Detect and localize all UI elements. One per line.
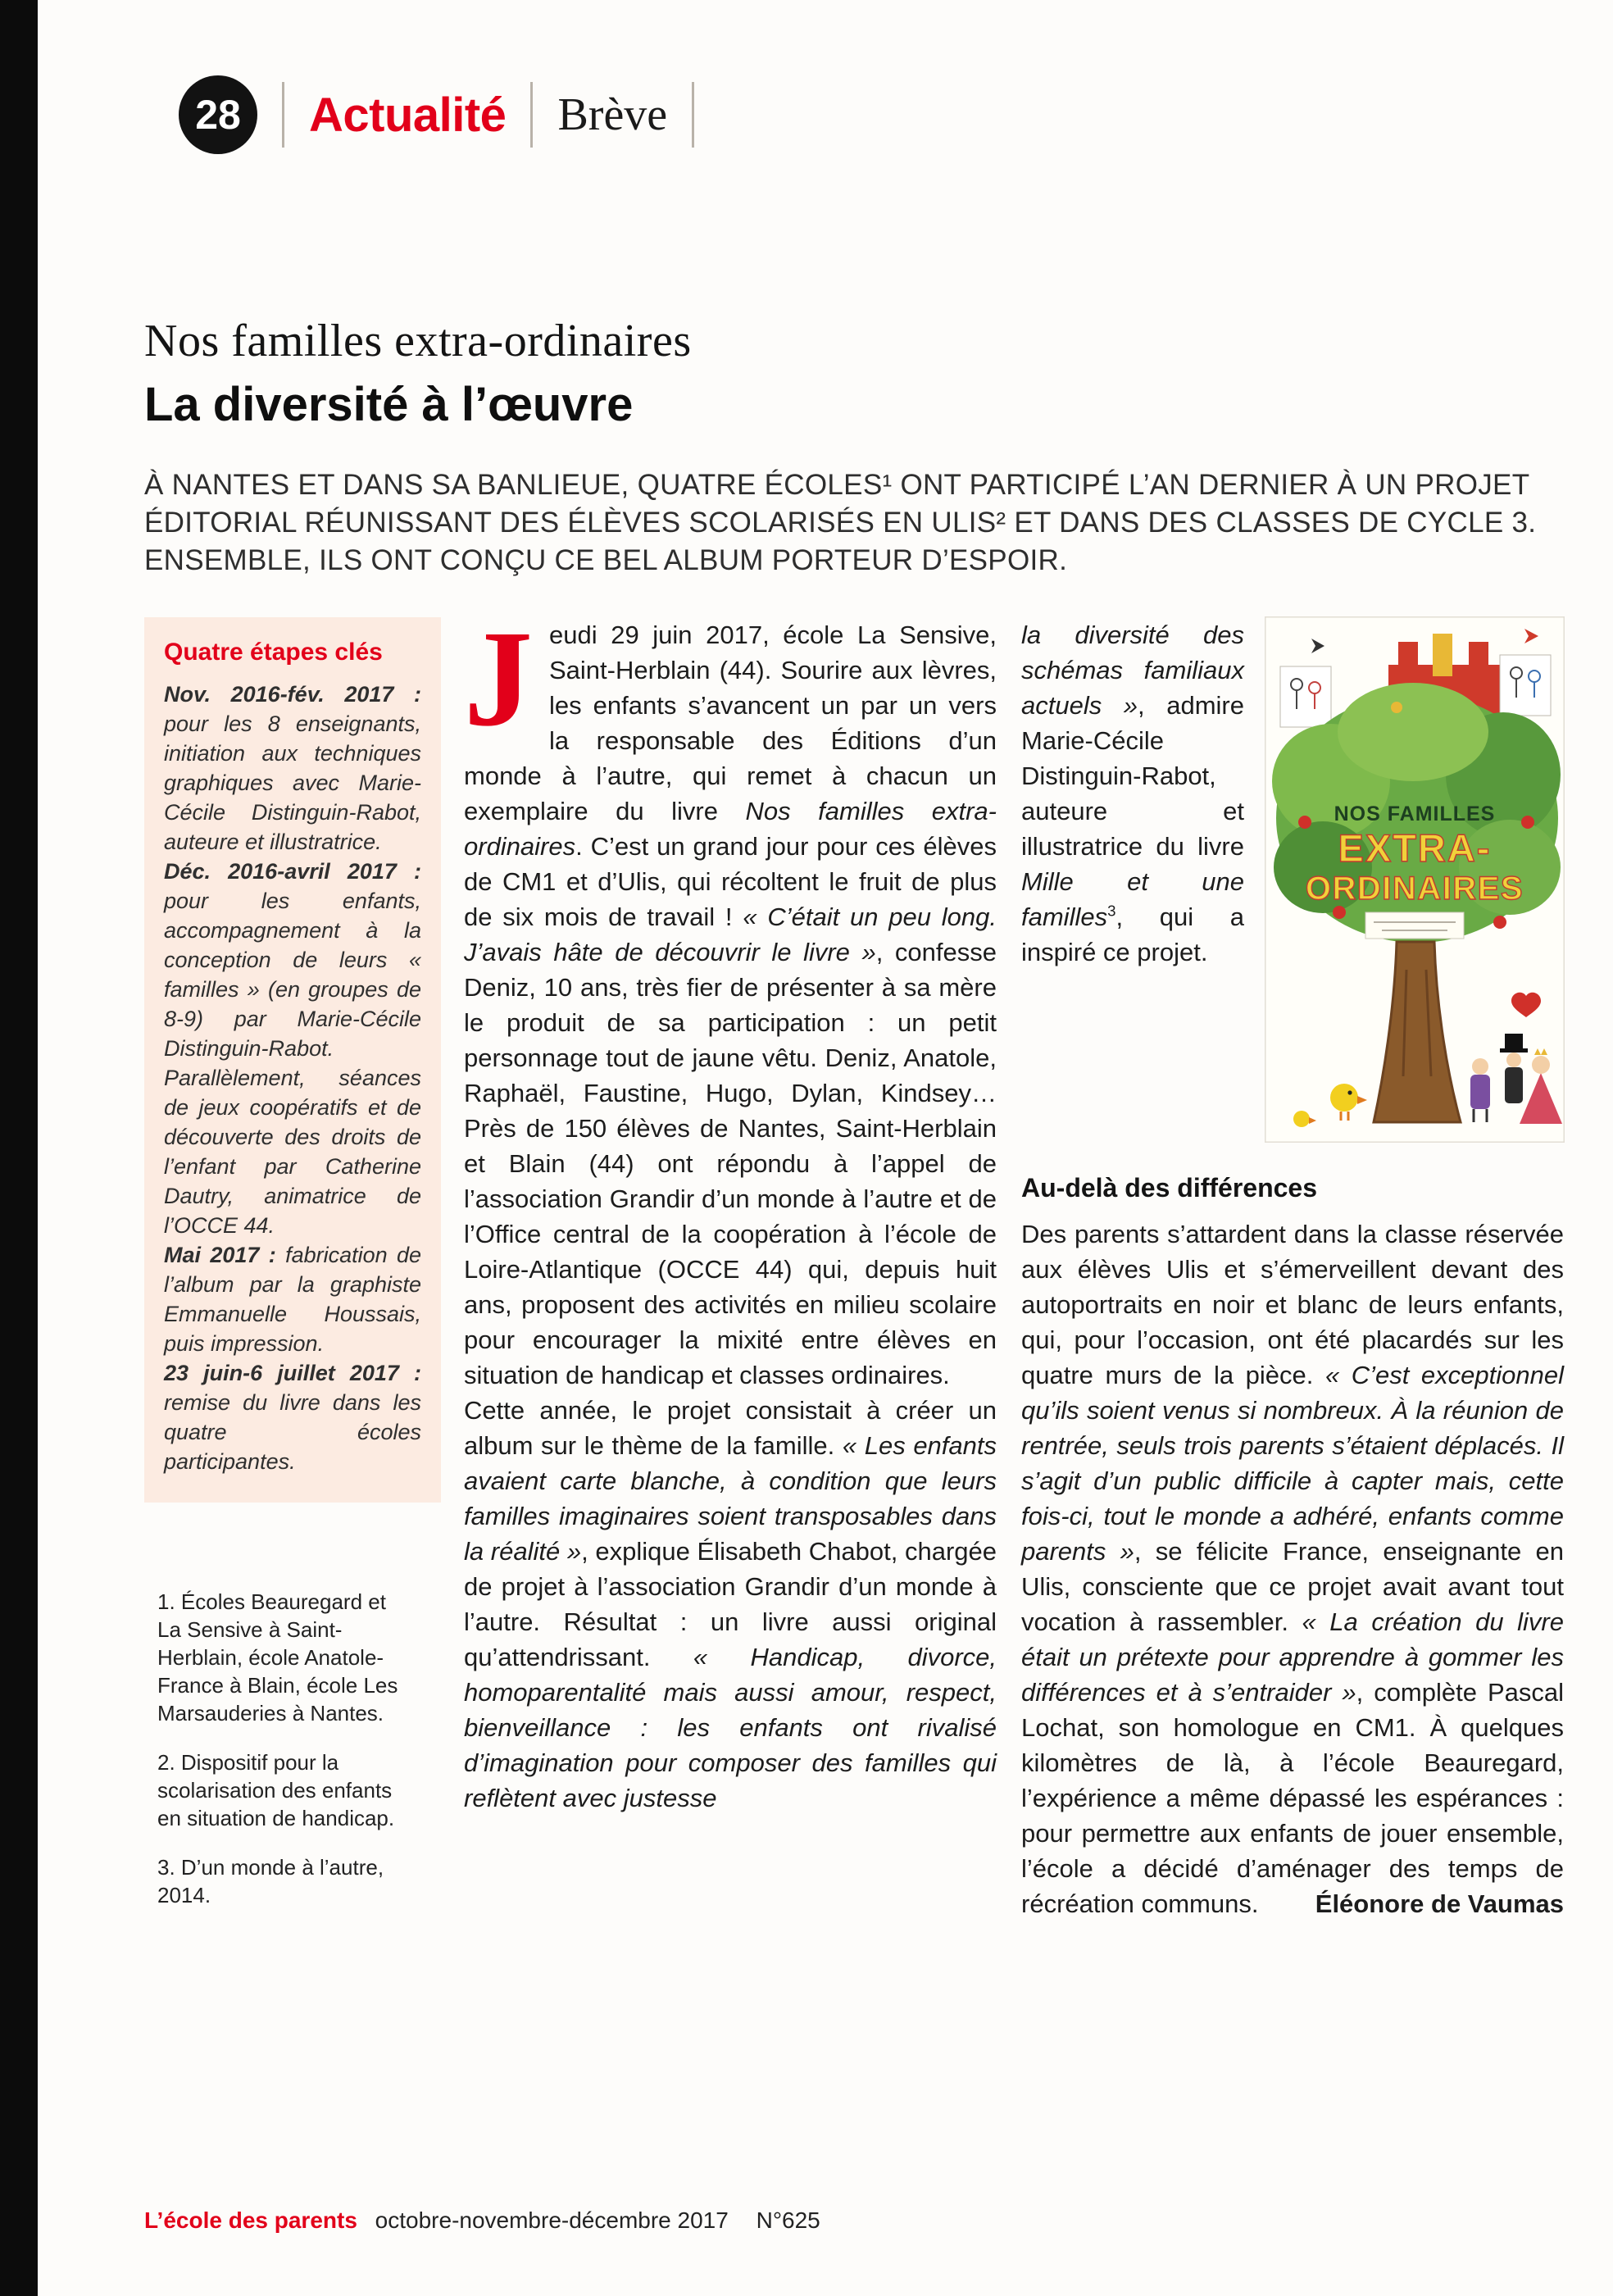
key-step	[164, 680, 421, 857]
article-title: La diversité à l’œuvre	[144, 378, 634, 431]
section-label: Actualité	[309, 88, 507, 142]
left-column	[144, 617, 441, 1930]
cover-title-line2: EXTRA-	[1338, 826, 1492, 870]
article-standfirst: À NANTES ET DANS SA BANLIEUE, QUATRE ÉCOLES¹ ONT PARTICIPÉ L’AN DERNIER À UN PROJET ÉDITORIAL RÉUNISSANT DES ÉLÈVES SCOLARISÉS EN ULIS² ET DANS DES CLASSES DE CYCLE 3. ENSEMBLE, ILS ONT CONÇU CE BEL ALBUM PORTEUR D’ESPOIR.	[144, 469, 1537, 576]
footnote-3: 3. D’un monde à l’autre, 2014.	[157, 1855, 384, 1907]
cover-title	[1306, 802, 1524, 907]
cover-credit-label	[1365, 912, 1464, 939]
book-cover-illustration	[1265, 617, 1564, 1142]
main-column	[464, 602, 997, 1930]
right-column-top	[1021, 617, 1564, 1142]
book-cover	[1265, 617, 1564, 1142]
key-step-text: remise du livre dans les quatre écoles participantes.	[164, 1390, 421, 1474]
cover-title-line1: NOS FAMILLES	[1334, 802, 1496, 825]
key-steps-title: Quatre étapes clés	[164, 639, 383, 666]
subhead: Au-delà des différences	[1021, 1173, 1317, 1203]
page-footer	[144, 2207, 820, 2234]
child-drawing-left	[1280, 666, 1331, 727]
page-header	[179, 72, 1564, 157]
footnotes	[157, 1588, 405, 1909]
body-paragraph-2: Cette année, le projet consistait à créer un album sur le thème de la famille. « Les enfants avaient carte blanche, à condition que leurs familles imaginaires soient transposables dans la réalité », explique Élisabeth Chabot, chargée de projet à l’association Grandir d’un monde à l’autre. Résultat : un livre aussi original qu’attendrissant. « Handicap, divorce, homoparentalité mais aussi amour, respect, bienveillance : les enfants ont rivalisé d’imagination pour composer des familles qui reflètent avec justesse	[464, 1396, 997, 1812]
magazine-name: L’école des parents	[144, 2207, 357, 2233]
right-column	[1021, 617, 1564, 1930]
key-step-date: Mai 2017 :	[164, 1243, 276, 1267]
dropcap: J	[464, 602, 533, 755]
issue-number: N°625	[756, 2207, 820, 2233]
footnote-1: 1. Écoles Beauregard et La Sensive à Saint-Herblain, école Anatole-France à Blain, école Les Marsauderies à Nantes.	[157, 1589, 398, 1725]
header-divider	[282, 82, 284, 148]
key-step	[164, 857, 421, 1240]
scan-edge	[0, 0, 38, 2296]
child-drawing-right	[1500, 655, 1551, 716]
key-step-text: pour les 8 enseignants, initiation aux techniques graphiques avec Marie-Cécile Distinguin-Rabot, auteure et illustratrice.	[164, 712, 421, 854]
article-surtitle: Nos familles extra-ordinaires	[144, 316, 692, 366]
key-step-text: fabrication de l’album par la graphiste Emmanuelle Houssais, puis impression.	[164, 1243, 421, 1356]
article-body	[144, 602, 1565, 1930]
page-number: 28	[195, 92, 241, 138]
key-steps-box	[144, 617, 441, 1503]
header-divider	[530, 82, 533, 148]
cover-title-line3: ORDINAIRES	[1305, 871, 1524, 907]
body-paragraph-3: la diversité des schémas familiaux actuels », admire Marie-Cécile Distinguin-Rabot, auteure et illustratrice du livre Mille et une familles$^3$, qui a inspiré ce projet.	[1021, 621, 1244, 966]
page-number-badge	[179, 75, 257, 154]
paragraph-text: eudi 29 juin 2017, école La Sensive, Saint-Herblain (44). Sourire aux lèvres, les enfants s’avancent un par un vers la responsable des Éditions d’un monde à l’autre, qui remet à chacun un exemplaire du livre Nos familles extra-ordinaires. C’est un grand jour pour ces élèves de CM1 et d’Ulis, qui récoltent le fruit de plus de six mois de travail ! « C’était un peu long. J’avais hâte de découvrir le livre », confesse Deniz, 10 ans, très fier de présenter à sa mère le produit de sa participation : un petit personnage tout de jaune vêtu. Deniz, Anatole, Raphaël, Faustine, Hugo, Dylan, Kindsey… Près de 150 élèves de Nantes, Saint-Herblain et Blain (44) ont répondu à l’appel de l’association Grandir d’un monde à l’autre et de l’Office central de la coopération à l’école de Loire-Atlantique (OCCE 44) qui, depuis huit ans, proposent des activités en milieu scolaire pour encourager la mixité entre élèves en situation de handicap et classes ordinaires.	[464, 621, 997, 1389]
key-step-date: Déc. 2016-avril 2017 :	[164, 859, 421, 884]
body-paragraph-1	[464, 602, 997, 1393]
key-step-date: 23 juin-6 juillet 2017 :	[164, 1361, 421, 1385]
header-divider	[692, 82, 694, 148]
rubric-label: Brève	[557, 89, 668, 140]
magazine-page	[38, 0, 1613, 2296]
key-step-text: pour les enfants, accompagnement à la conception de leurs « familles » (en groupes de 8-9) par Marie-Cécile Distinguin-Rabot. Parallèlement, séances de jeux coopératifs et de découverte des droits de l’enfant par Catherine Dautry, animatrice de l’OCCE 44.	[164, 889, 421, 1238]
issue-date: octobre-novembre-décembre 2017	[375, 2207, 729, 2233]
body-paragraph-4: Des parents s’attardent dans la classe réservée aux élèves Ulis et s’émerveillent devant des autoportraits en noir et blanc de leurs enfants, qui, pour l’occasion, ont été placardés sur les quatre murs de la pièce. « C’est exceptionnel qu’ils soient venus si nombreux. À la réunion de rentrée, seuls trois parents s’étaient déplacés. Il s’agit d’un public difficile à capter mais, cette fois-ci, tout le monde a adhéré, enfants comme parents », se félicite France, enseignante en Ulis, consciente que ce projet avait avant tout vocation à rassembler. « La création du livre était un prétexte pour apprendre à gommer les différences et à s’entraider », complète Pascal Lochat, son homologue en CM1. À quelques kilomètres de là, à l’école Beauregard, l’expérience a même dépassé les espérances : pour permettre aux enfants de jouer ensemble, l’école a décidé d’aménager des temps de récréation communs. Éléonore de Vaumas	[1021, 1220, 1565, 1918]
key-step	[164, 1358, 421, 1476]
footnote-2: 2. Dispositif pour la scolarisation des enfants en situation de handicap.	[157, 1750, 395, 1830]
key-step-date: Nov. 2016-fév. 2017 :	[164, 682, 421, 707]
key-step	[164, 1240, 421, 1358]
